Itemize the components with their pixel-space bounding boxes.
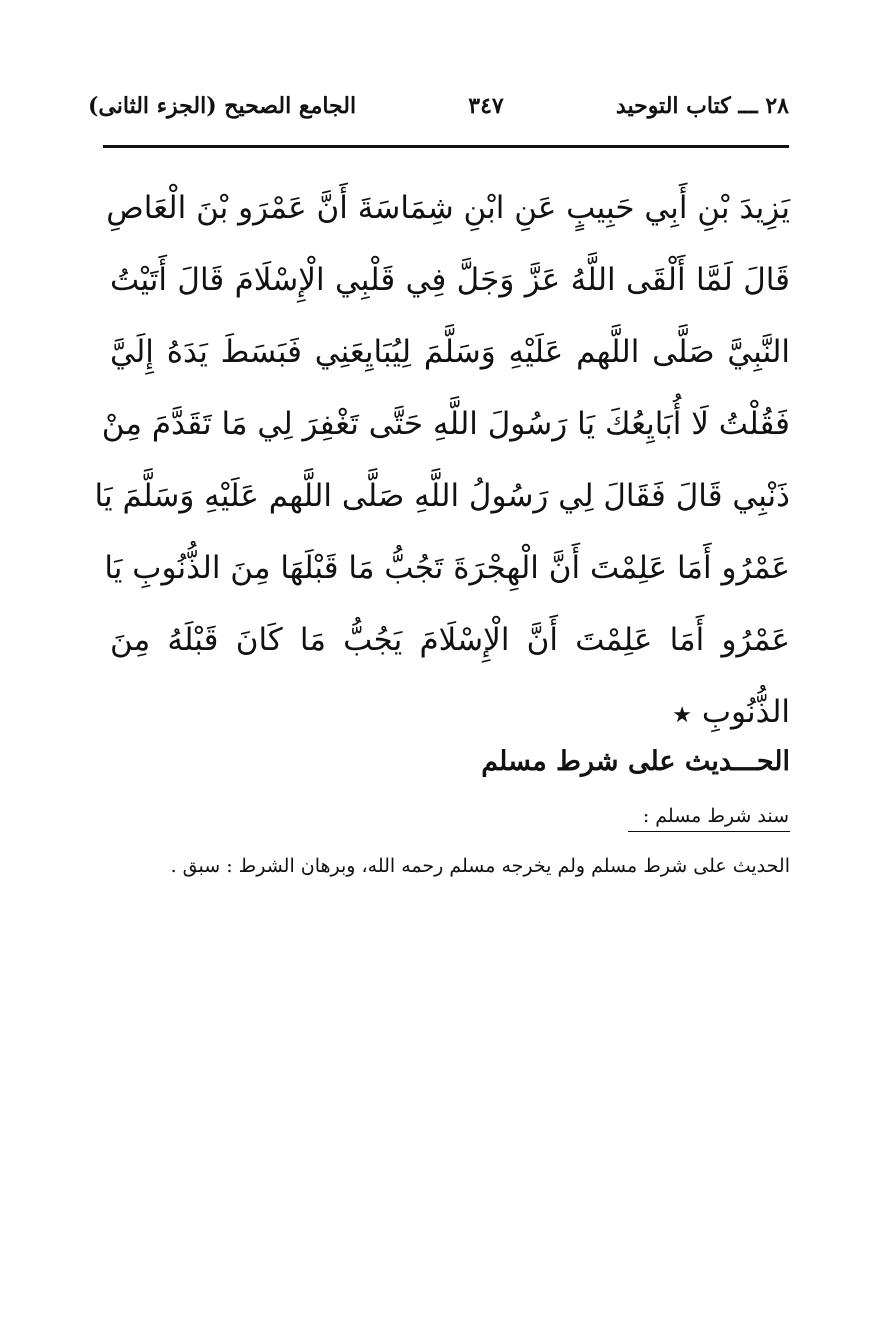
sanad-heading: سند شرط مسلم :	[642, 805, 789, 827]
sanad-underline	[628, 831, 790, 832]
sanad-note: الحديث على شرط مسلم ولم يخرجه مسلم رحمه الله، وبرهان الشرط : سبق .	[170, 855, 790, 877]
hadith-line-2: قَالَ لَمَّا أَلْقَى اللَّهُ عَزَّ وَجَلَّ فِي قَلْبِي الْإِسْلَامَ قَالَ أَتَيْتُ	[110, 262, 790, 298]
hadith-line-6: عَمْرُو أَمَا عَلِمْتَ أَنَّ الْهِجْرَةَ تَجُبُّ مَا قَبْلَهَا مِنَ الذُّنُوبِ يَا	[104, 550, 790, 586]
running-header	[88, 84, 789, 128]
hadith-line-1: يَزِيدَ بْنِ أَبِي حَبِيبٍ عَنِ ابْنِ شِمَاسَةَ أَنَّ عَمْرَو بْنَ الْعَاصِ	[106, 190, 790, 226]
star-icon: ★	[672, 703, 692, 728]
header-divider	[103, 145, 789, 148]
hadith-line-3: النَّبِيَّ صَلَّى اللَّهم عَلَيْهِ وَسَلَّمَ لِيُبَايِعَنِي فَبَسَطَ يَدَهُ إِلَيَّ	[110, 334, 790, 370]
chapter-title: ٢٨ ـــ كتاب التوحيد	[615, 93, 789, 119]
hadith-line-4: فَقُلْتُ لَا أُبَايِعُكَ يَا رَسُولَ اللَّهِ حَتَّى تَغْفِرَ لِي مَا تَقَدَّمَ مِنْ	[101, 406, 790, 442]
hadith-text	[94, 172, 790, 748]
hadith-line-8	[110, 676, 790, 748]
hadith-line-5: ذَنْبِي قَالَ فَقَالَ لِي رَسُولُ اللَّهِ صَلَّى اللَّهم عَلَيْهِ وَسَلَّمَ يَا	[94, 478, 790, 514]
book-title: الجامع الصحيح (الجزء الثانى)	[88, 93, 357, 119]
hadith-line-7: عَمْرُو أَمَا عَلِمْتَ أَنَّ الْإِسْلَامَ يَجُبُّ مَا كَانَ قَبْلَهُ مِنَ	[110, 622, 790, 658]
hadith-verdict: الحـــديث على شرط مسلم	[481, 746, 790, 777]
page-number: ٣٤٧	[468, 93, 504, 119]
hadith-final-word: الذُّنُوبِ	[701, 694, 790, 730]
